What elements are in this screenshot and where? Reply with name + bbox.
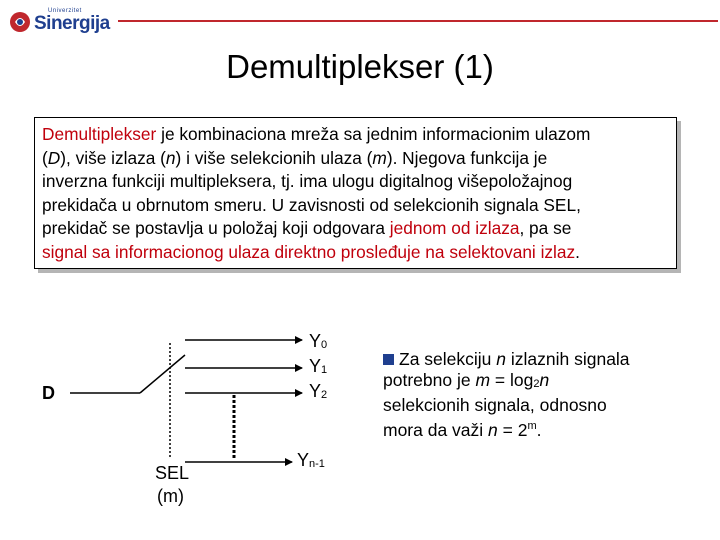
note-line-1: Za selekciju n izlaznih signala (383, 349, 703, 370)
sel-label: SEL (155, 463, 190, 483)
para-line-4: prekidača u obrnutom smeru. U zavisnosti od selekcionih signala SEL, (42, 194, 581, 215)
output-label-y0: Y0 (309, 331, 328, 351)
output-label-y2: Y2 (309, 381, 328, 401)
note-line-4: mora da važi $n = 2^m$. (383, 420, 542, 440)
para-line-1: Demultiplekser je kombinaciona mreža sa jednim informacionim ulazom (42, 124, 591, 144)
slide-title: Demultiplekser (1) (226, 48, 494, 85)
para-line-6: signal sa informacionog ulaza direktno prosleđuje na selektovani izlaz. (42, 241, 580, 262)
bullet-square-icon (383, 354, 394, 365)
selection-note (383, 349, 703, 441)
sel-count-label: (m) (157, 486, 184, 506)
output-label-yn1: Yn-1 (297, 450, 325, 470)
para-line-5: prekidač se postavlja u položaj koji odgovara jednom od izlaza, pa se (42, 218, 572, 239)
input-label-d: D (42, 383, 55, 403)
para-line-2: (D), više izlaza (n) i više selekcionih ulaza (m). Njegova funkcija je (42, 147, 548, 168)
switch-arm (140, 355, 185, 393)
output-label-y1: Y1 (309, 356, 328, 376)
logo-subtitle: Univerzitet (48, 8, 82, 14)
note-line-3: selekcionih signala, odnosno (383, 395, 607, 415)
logo-name: Sinergija (34, 13, 110, 34)
para-line-3: inverzna funkciji multipleksera, tj. ima ulogu digitalnog višepoložajnog (42, 171, 573, 192)
note-line-2: potrebno je m = log2n (383, 370, 550, 390)
